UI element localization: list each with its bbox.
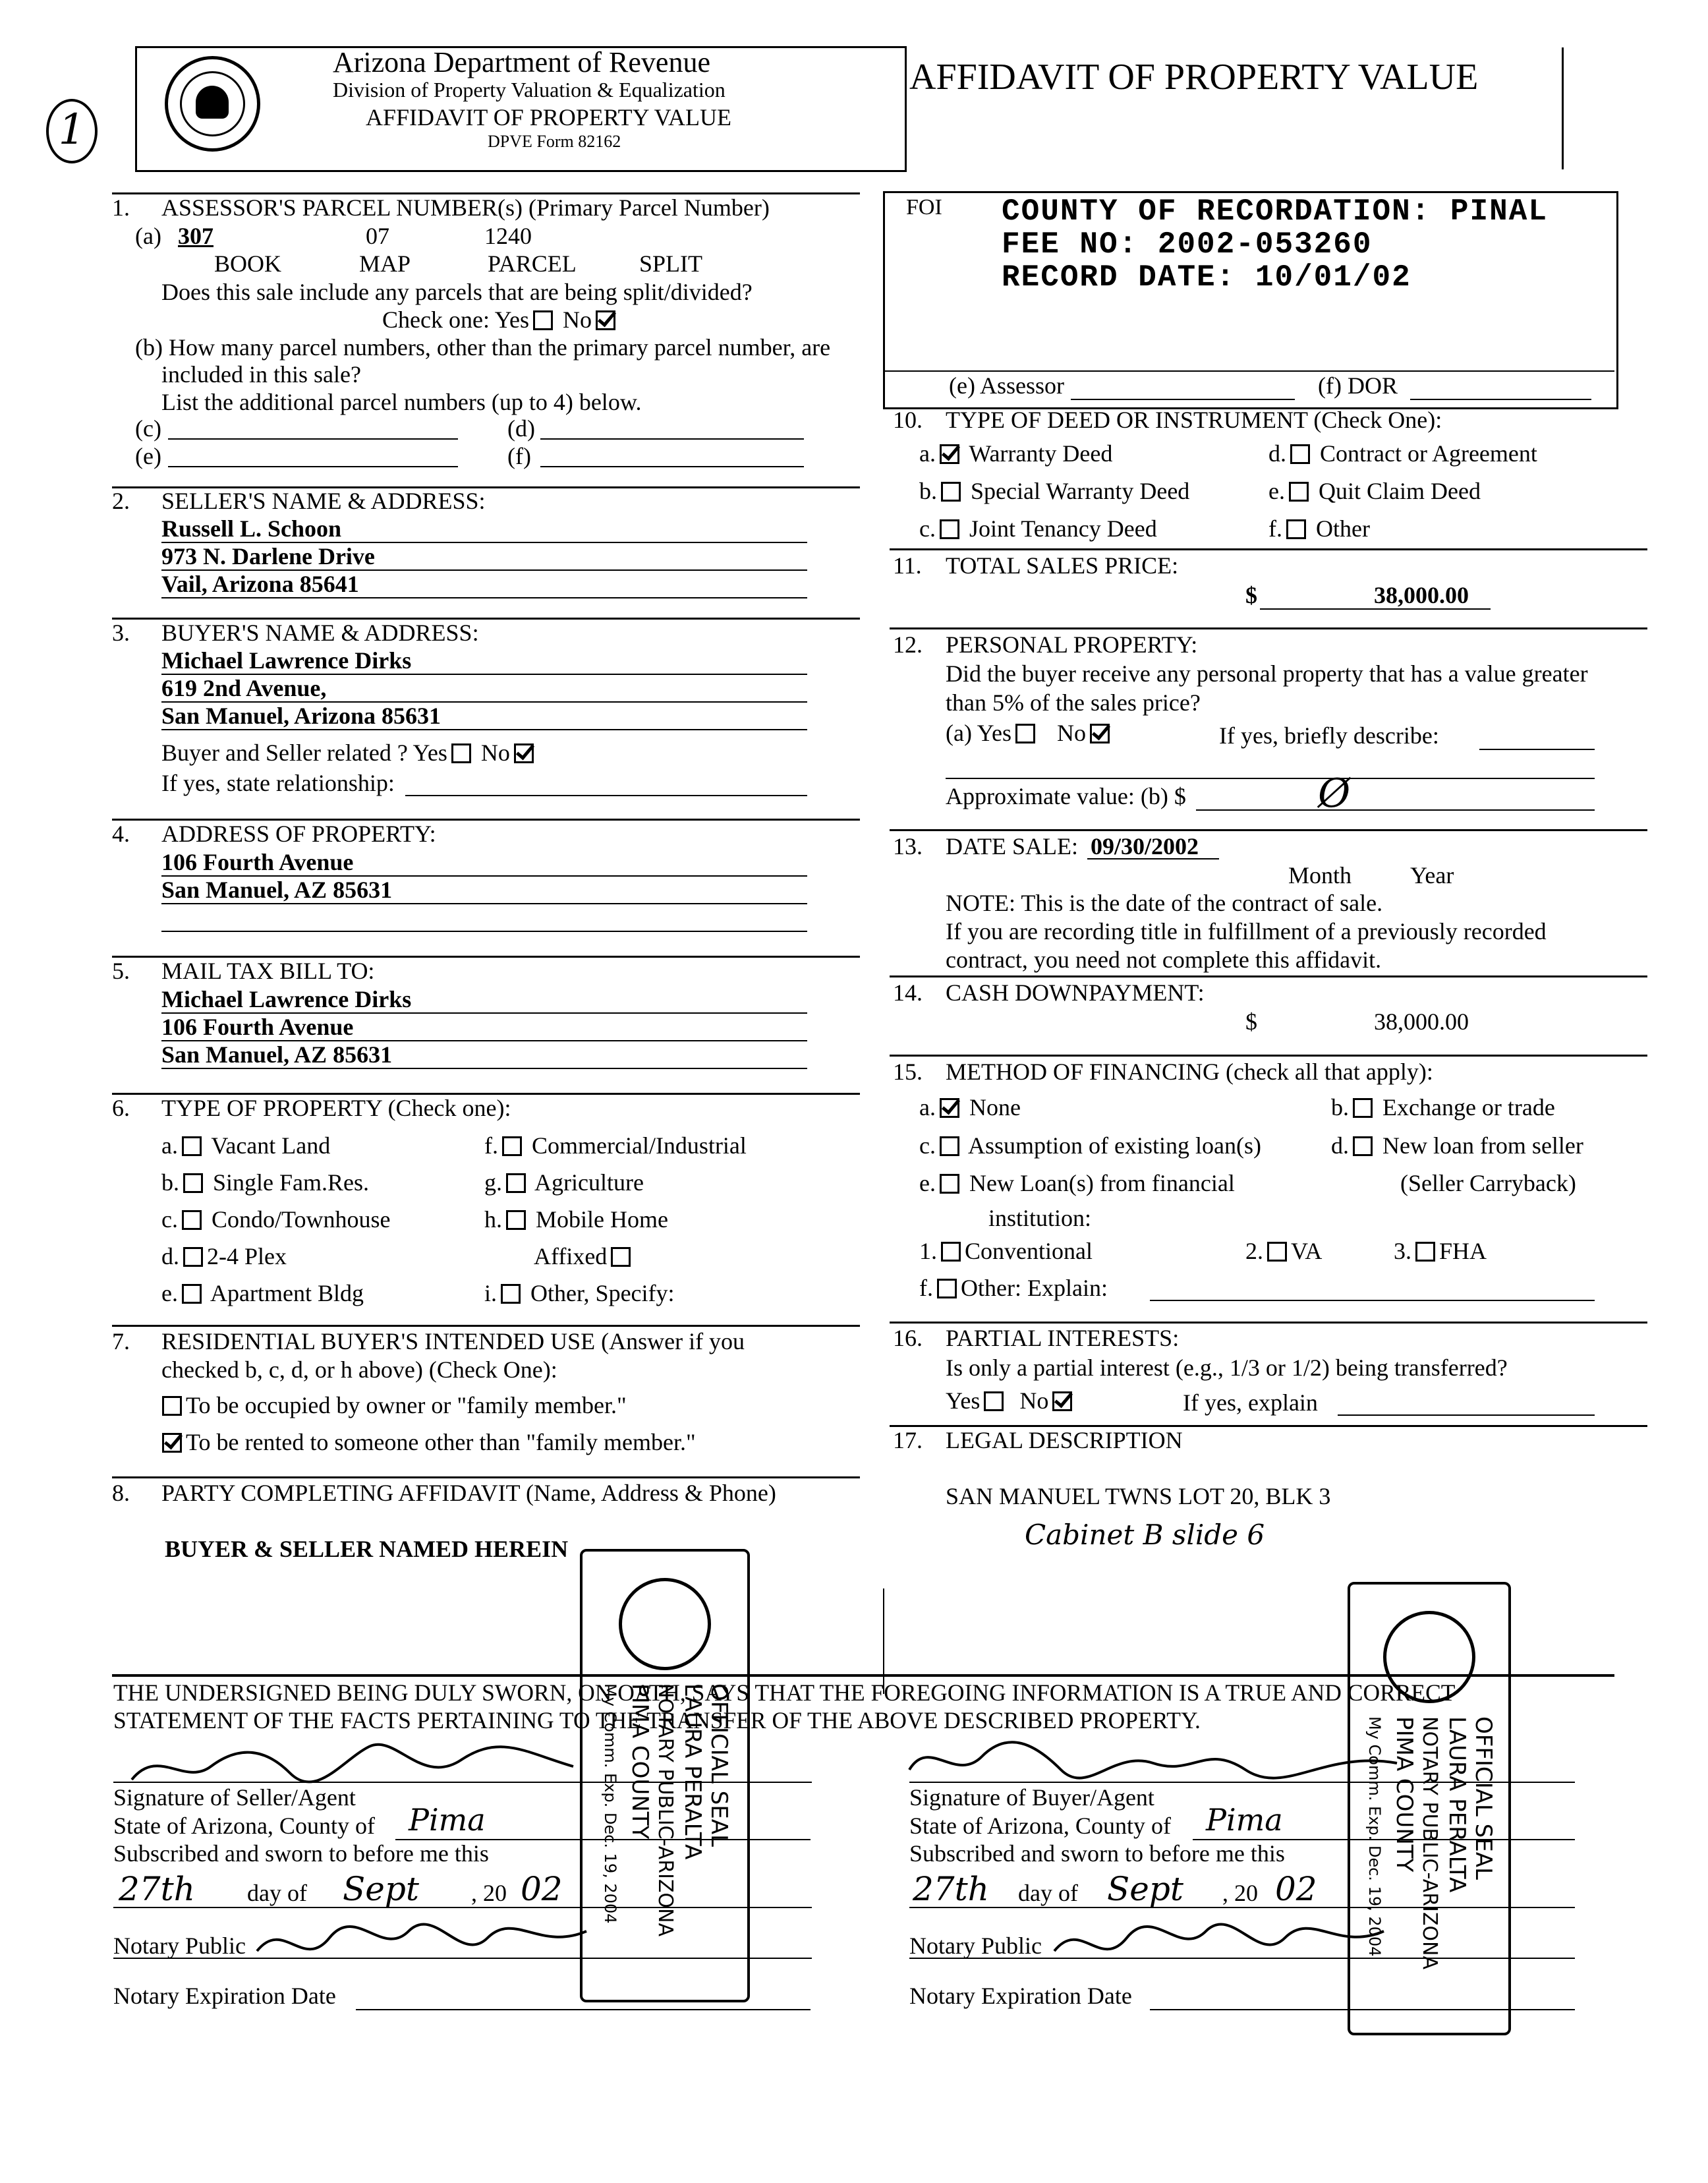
form-title: AFFIDAVIT OF PROPERTY VALUE xyxy=(366,104,731,131)
exchange-checkbox[interactable] xyxy=(1353,1098,1373,1118)
header-divider xyxy=(1562,47,1564,169)
state-seal-icon xyxy=(165,56,260,152)
partial-yes-label: Yes xyxy=(946,1387,981,1414)
other-type-checkbox[interactable] xyxy=(501,1284,521,1304)
sale-note-2: If you are recording title in fulfillment of a previously recorded xyxy=(946,918,1547,945)
describe-label: If yes, briefly describe: xyxy=(1219,722,1439,749)
parcel-list-instruction: List the additional parcel numbers (up to 4) below. xyxy=(161,389,642,415)
for-office-label: FOI xyxy=(906,195,942,219)
financing-d: d. New loan from seller xyxy=(1331,1132,1583,1159)
section-5-num: 5. xyxy=(112,958,130,984)
notary-stamp-right xyxy=(1348,1582,1511,2035)
buyer-street: 619 2nd Avenue, xyxy=(161,675,327,701)
section-8-rule xyxy=(112,1476,860,1478)
partial-row xyxy=(946,1387,1076,1414)
property-city-line xyxy=(161,903,807,904)
seller-day-value: 27th xyxy=(119,1870,195,1908)
conventional-checkbox[interactable] xyxy=(941,1242,961,1262)
section-3-title: BUYER'S NAME & ADDRESS: xyxy=(161,620,479,646)
split-check-row xyxy=(382,306,619,334)
fha-checkbox[interactable] xyxy=(1415,1242,1435,1262)
stamp-left-line4: PIMA COUNTY xyxy=(627,1683,653,1840)
deed-e: e. Quit Claim Deed xyxy=(1268,478,1481,504)
warranty-deed-checkbox[interactable] xyxy=(940,444,959,464)
buyer-day-of: day of xyxy=(1018,1880,1078,1906)
parcel-e-label: (e) xyxy=(135,443,161,469)
section-6-num: 6. xyxy=(112,1095,130,1121)
financing-a: a. None xyxy=(919,1094,1021,1121)
section-10-num: 10. xyxy=(893,407,923,433)
financing-conventional: 1. Conventional xyxy=(919,1238,1093,1264)
single-family-checkbox[interactable] xyxy=(183,1173,203,1193)
section-14-rule xyxy=(890,975,1647,977)
property-type-e: e. Apartment Bldg xyxy=(161,1280,364,1306)
related-question: Buyer and Seller related ? xyxy=(161,740,408,766)
stamp-right-line3: NOTARY PUBLIC-ARIZONA xyxy=(1418,1716,1441,1970)
section-1-title: ASSESSOR'S PARCEL NUMBER(s) (Primary Parcel Number) xyxy=(161,194,770,221)
property-type-f: f. Commercial/Industrial xyxy=(484,1132,747,1159)
contract-checkbox[interactable] xyxy=(1290,444,1310,464)
seller-notary-signature xyxy=(250,1911,593,1971)
parcel-label: PARCEL xyxy=(488,250,577,277)
condo-checkbox[interactable] xyxy=(182,1210,202,1230)
approx-value-label: Approximate value: (b) $ xyxy=(946,783,1186,809)
describe-line[interactable] xyxy=(1479,749,1595,750)
buyer-name: Michael Lawrence Dirks xyxy=(161,647,412,674)
financing-c: c. Assumption of existing loan(s) xyxy=(919,1132,1261,1159)
stamp-right-line2: LAURA PERALTA xyxy=(1444,1716,1470,1893)
none-financing-checkbox[interactable] xyxy=(940,1098,959,1118)
affixed-row: Affixed xyxy=(534,1243,635,1270)
tax-bill-city: San Manuel, AZ 85631 xyxy=(161,1041,393,1068)
stamp-left-line1: OFFICIAL SEAL xyxy=(706,1683,732,1847)
approx-value: Ø xyxy=(1318,771,1351,817)
deed-a: a. Warranty Deed xyxy=(919,440,1113,467)
assessor-label: (e) Assessor xyxy=(949,372,1064,399)
section-11-num: 11. xyxy=(893,552,922,579)
section-16-rule xyxy=(890,1322,1647,1324)
party-completing: BUYER & SELLER NAMED HEREIN xyxy=(165,1536,569,1562)
vacant-land-checkbox[interactable] xyxy=(182,1136,202,1156)
parcel-number: 1240 xyxy=(484,223,532,249)
section-7-title: RESIDENTIAL BUYER'S INTENDED USE (Answer if you xyxy=(161,1328,745,1354)
section-8-num: 8. xyxy=(112,1480,130,1506)
relationship-line[interactable] xyxy=(405,795,807,796)
personal-no-checkbox[interactable] xyxy=(1090,724,1110,743)
sale-note-1: NOTE: This is the date of the contract of sale. xyxy=(946,890,1383,916)
commercial-checkbox[interactable] xyxy=(502,1136,522,1156)
approx-value-line[interactable] xyxy=(1196,809,1595,811)
seller-county-value: Pima xyxy=(409,1802,486,1838)
map-label: MAP xyxy=(359,250,411,277)
financing-d-sub: (Seller Carryback) xyxy=(1400,1170,1576,1196)
sale-note-3: contract, you need not complete this affidavit. xyxy=(946,946,1382,973)
financing-b: b. Exchange or trade xyxy=(1331,1094,1555,1121)
dept-name: Arizona Department of Revenue xyxy=(333,46,710,78)
parcel-count-question-1: (b) How many parcel numbers, other than the primary parcel number, are xyxy=(135,334,831,361)
buyer-sworn-label: Subscribed and sworn to before me this xyxy=(909,1840,1285,1867)
seller-day-of: day of xyxy=(247,1880,307,1906)
recording-inner-line xyxy=(883,370,1614,372)
property-type-h: h. Mobile Home xyxy=(484,1206,668,1233)
section-5-title: MAIL TAX BILL TO: xyxy=(161,958,375,984)
section-13-num: 13. xyxy=(893,833,923,859)
partial-question: Is only a partial interest (e.g., 1/3 or 1/2) being transferred? xyxy=(946,1354,1508,1381)
financing-e: e. New Loan(s) from financial xyxy=(919,1170,1235,1196)
form-number: DPVE Form 82162 xyxy=(488,132,621,151)
split-no-checkbox[interactable] xyxy=(596,310,615,330)
stamp-left-line2: LAURA PERALTA xyxy=(679,1683,706,1860)
page-mark: 1 xyxy=(46,99,98,163)
split-label: SPLIT xyxy=(639,250,703,277)
section-12-title: PERSONAL PROPERTY: xyxy=(946,631,1198,658)
financing-f: f. Other: Explain: xyxy=(919,1275,1108,1301)
property-type-a: a. Vacant Land xyxy=(161,1132,331,1159)
personal-property-q1: Did the buyer receive any personal property that has a value greater xyxy=(946,660,1588,687)
section-4-title: ADDRESS OF PROPERTY: xyxy=(161,821,436,847)
parcel-count-question-2: included in this sale? xyxy=(161,361,361,388)
buyer-notary-label: Notary Public xyxy=(909,1933,1042,1959)
related-row xyxy=(161,740,538,767)
section-14-title: CASH DOWNPAYMENT: xyxy=(946,979,1205,1006)
partial-no-checkbox[interactable] xyxy=(1052,1391,1072,1411)
seller-sworn-label: Subscribed and sworn to before me this xyxy=(113,1840,489,1867)
parcel-f-label: (f) xyxy=(507,443,531,469)
special-warranty-checkbox[interactable] xyxy=(941,482,961,502)
owner-occupied-checkbox[interactable] xyxy=(162,1396,182,1416)
joint-tenancy-checkbox[interactable] xyxy=(940,519,959,539)
section-11-rule xyxy=(890,548,1647,550)
related-yes-label: Yes xyxy=(413,740,447,766)
mobile-home-checkbox[interactable] xyxy=(506,1210,526,1230)
section-7-rule xyxy=(112,1325,860,1327)
seller-sig-label: Signature of Seller/Agent xyxy=(113,1784,356,1811)
deed-f: f. Other xyxy=(1268,515,1370,542)
notary-seal-left-icon xyxy=(619,1578,711,1670)
main-title: AFFIDAVIT OF PROPERTY VALUE xyxy=(909,57,1479,98)
section-3-num: 3. xyxy=(112,620,130,646)
tax-bill-name: Michael Lawrence Dirks xyxy=(161,986,412,1012)
parcel-book: 307 xyxy=(178,223,214,249)
describe-line-2[interactable] xyxy=(946,778,1595,779)
sales-price-line xyxy=(1260,608,1491,610)
stamp-right-line4: PIMA COUNTY xyxy=(1391,1716,1417,1873)
quit-claim-checkbox[interactable] xyxy=(1289,482,1309,502)
notary-stamp-left xyxy=(580,1549,750,2002)
seller-city: Vail, Arizona 85641 xyxy=(161,571,359,597)
county-recordation: COUNTY OF RECORDATION: PINAL xyxy=(1002,194,1548,229)
other-financing-checkbox[interactable] xyxy=(937,1279,957,1298)
parcel-e-line[interactable] xyxy=(168,466,458,467)
stamp-right-line1: OFFICIAL SEAL xyxy=(1470,1716,1496,1880)
deed-d: d. Contract or Agreement xyxy=(1268,440,1537,467)
buyer-year-prefix: , 20 xyxy=(1222,1880,1258,1906)
apartment-checkbox[interactable] xyxy=(182,1284,202,1304)
property-type-g: g. Agriculture xyxy=(484,1169,644,1196)
section-2-num: 2. xyxy=(112,488,130,514)
book-label: BOOK xyxy=(214,250,282,277)
check-one-label: Check one: xyxy=(382,306,490,333)
buyer-city: San Manuel, Arizona 85631 xyxy=(161,703,441,729)
sales-price-value: 38,000.00 xyxy=(1374,582,1469,608)
use-owner-row: To be occupied by owner or "family member." xyxy=(158,1392,627,1419)
sale-month-label: Month xyxy=(1288,862,1352,888)
property-type-i: i. Other, Specify: xyxy=(484,1280,675,1306)
financing-va: 2. VA xyxy=(1245,1238,1323,1264)
buyer-signature xyxy=(903,1730,1404,1790)
section-17-title: LEGAL DESCRIPTION xyxy=(946,1427,1183,1453)
personal-yes-checkbox[interactable] xyxy=(1015,724,1035,743)
division-name: Division of Property Valuation & Equalization xyxy=(333,78,726,102)
sale-date-line xyxy=(1087,858,1219,859)
oath-line-2: STATEMENT OF THE FACTS PERTAINING TO THE TRANSFER OF THE ABOVE DESCRIBED PROPERTY. xyxy=(113,1707,1201,1733)
legal-handwritten-note: Cabinet B slide 6 xyxy=(1025,1519,1265,1551)
section-10-title: TYPE OF DEED OR INSTRUMENT (Check One): xyxy=(946,407,1442,433)
oath-line-1: THE UNDERSIGNED BEING DULY SWORN, ON OATH, SAYS THAT THE FOREGOING INFORMATION IS A TRUE AND CORRECT xyxy=(113,1679,1456,1706)
property-type-d: d. 2-4 Plex xyxy=(161,1243,287,1269)
sale-year-label: Year xyxy=(1410,862,1454,888)
seller-street: 973 N. Darlene Drive xyxy=(161,543,375,569)
use-rented-row: To be rented to someone other than "family member." xyxy=(158,1429,696,1456)
column-divider xyxy=(883,1588,884,1694)
deed-c: c. Joint Tenancy Deed xyxy=(919,515,1157,542)
parcel-a-label: (a) xyxy=(135,223,161,249)
other-financing-line[interactable] xyxy=(1150,1300,1595,1301)
downpayment-dollar: $ xyxy=(1245,1008,1257,1035)
partial-no-label: No xyxy=(1019,1387,1049,1414)
split-question: Does this sale include any parcels that are being split/divided? xyxy=(161,279,753,305)
split-yes-label: Yes xyxy=(494,306,530,333)
parcel-map: 07 xyxy=(366,223,389,249)
record-date: RECORD DATE: 10/01/02 xyxy=(1002,260,1411,295)
stamp-left-line5: My Comm. Exp. Dec. 19, 2004 xyxy=(601,1683,619,1924)
buyer-sig-label: Signature of Buyer/Agent xyxy=(909,1784,1154,1811)
section-12-num: 12. xyxy=(893,631,923,658)
buyer-year-value: 02 xyxy=(1275,1870,1317,1908)
buyer-day-value: 27th xyxy=(913,1870,989,1908)
relationship-label: If yes, state relationship: xyxy=(161,770,395,796)
section-13-title: DATE SALE: xyxy=(946,833,1078,859)
financing-e-sub: institution: xyxy=(988,1205,1092,1231)
seller-month-value: Sept xyxy=(343,1870,419,1908)
section-17-num: 17. xyxy=(893,1427,923,1453)
seller-year-prefix: , 20 xyxy=(471,1880,507,1906)
tax-bill-city-line xyxy=(161,1068,807,1069)
deed-b: b. Special Warranty Deed xyxy=(919,478,1190,504)
seller-name: Russell L. Schoon xyxy=(161,515,342,542)
dor-label: (f) DOR xyxy=(1318,372,1398,399)
dor-line xyxy=(1410,399,1591,400)
section-14-num: 14. xyxy=(893,979,923,1006)
assessor-line xyxy=(1071,399,1295,400)
personal-property-row xyxy=(946,720,1114,747)
parcel-d-line[interactable] xyxy=(540,438,804,440)
buyer-month-value: Sept xyxy=(1107,1870,1183,1908)
tax-bill-street: 106 Fourth Avenue xyxy=(161,1014,354,1040)
related-no-label: No xyxy=(480,740,510,766)
buyer-city-line xyxy=(161,729,807,730)
section-6-title: TYPE OF PROPERTY (Check one): xyxy=(161,1095,511,1121)
section-4-num: 4. xyxy=(112,821,130,847)
seller-expiration-label: Notary Expiration Date xyxy=(113,1983,336,2009)
section-11-title: TOTAL SALES PRICE: xyxy=(946,552,1179,579)
partial-yes-checkbox[interactable] xyxy=(984,1391,1004,1411)
agriculture-checkbox[interactable] xyxy=(506,1173,526,1193)
section-12-rule xyxy=(890,627,1647,629)
va-checkbox[interactable] xyxy=(1267,1242,1287,1262)
property-type-c: c. Condo/Townhouse xyxy=(161,1206,391,1233)
partial-explain-label: If yes, explain xyxy=(1183,1389,1318,1416)
property-extra-line xyxy=(161,931,807,932)
parcel-c-label: (c) xyxy=(135,415,161,442)
section-16-num: 16. xyxy=(893,1325,923,1351)
personal-property-q2: than 5% of the sales price? xyxy=(946,689,1201,716)
financing-fha: 3. FHA xyxy=(1394,1238,1487,1264)
sale-date-value: 09/30/2002 xyxy=(1091,833,1199,859)
related-no-checkbox[interactable] xyxy=(514,743,534,763)
section-15-title: METHOD OF FINANCING (check all that apply): xyxy=(946,1059,1433,1085)
personal-yes-label: (a) Yes xyxy=(946,720,1012,746)
section-1-num: 1. xyxy=(112,194,130,221)
section-2-title: SELLER'S NAME & ADDRESS: xyxy=(161,488,486,514)
property-city: San Manuel, AZ 85631 xyxy=(161,877,393,903)
split-yes-checkbox[interactable] xyxy=(533,310,553,330)
partial-explain-line[interactable] xyxy=(1338,1414,1595,1416)
stamp-right-line5: My Comm. Exp. Dec. 19, 2004 xyxy=(1365,1716,1384,1957)
section-7-title-2: checked b, c, d, or h above) (Check One): xyxy=(161,1356,557,1383)
parcel-f-line[interactable] xyxy=(540,466,804,467)
downpayment-value: 38,000.00 xyxy=(1374,1008,1469,1035)
seller-county-label: State of Arizona, County of xyxy=(113,1813,375,1839)
personal-no-label: No xyxy=(1057,720,1087,746)
seller-expiration-line xyxy=(356,2009,811,2010)
buyer-county-value: Pima xyxy=(1206,1802,1283,1838)
section-7-num: 7. xyxy=(112,1328,130,1354)
sales-price-dollar: $ xyxy=(1245,582,1257,608)
plex-checkbox[interactable] xyxy=(183,1247,203,1267)
seller-loan-checkbox[interactable] xyxy=(1353,1136,1373,1156)
buyer-expiration-label: Notary Expiration Date xyxy=(909,1983,1132,2009)
stamp-left-line3: NOTARY PUBLIC-ARIZONA xyxy=(654,1683,677,1937)
rented-checkbox[interactable] xyxy=(162,1433,182,1453)
affixed-checkbox[interactable] xyxy=(611,1247,631,1267)
buyer-notary-signature xyxy=(1048,1911,1390,1971)
fee-number: FEE NO: 2002-053260 xyxy=(1002,227,1373,262)
assumption-checkbox[interactable] xyxy=(940,1136,959,1156)
split-no-label: No xyxy=(563,306,592,333)
other-deed-checkbox[interactable] xyxy=(1286,519,1306,539)
property-street: 106 Fourth Avenue xyxy=(161,849,354,875)
seller-year-value: 02 xyxy=(521,1870,563,1908)
related-yes-checkbox[interactable] xyxy=(451,743,471,763)
property-type-b: b. Single Fam.Res. xyxy=(161,1169,370,1196)
section-15-rule xyxy=(890,1055,1647,1057)
parcel-d-label: (d) xyxy=(507,415,535,442)
section-13-rule xyxy=(890,829,1647,831)
new-loan-checkbox[interactable] xyxy=(940,1174,959,1194)
section-8-title: PARTY COMPLETING AFFIDAVIT (Name, Address & Phone) xyxy=(161,1480,776,1506)
seller-notary-label: Notary Public xyxy=(113,1933,246,1959)
buyer-county-label: State of Arizona, County of xyxy=(909,1813,1171,1839)
seller-city-line xyxy=(161,597,807,598)
notary-seal-right-icon xyxy=(1383,1611,1475,1703)
legal-description: SAN MANUEL TWNS LOT 20, BLK 3 xyxy=(946,1483,1331,1509)
section-16-title: PARTIAL INTERESTS: xyxy=(946,1325,1180,1351)
parcel-c-line[interactable] xyxy=(168,438,458,440)
section-15-num: 15. xyxy=(893,1059,923,1085)
